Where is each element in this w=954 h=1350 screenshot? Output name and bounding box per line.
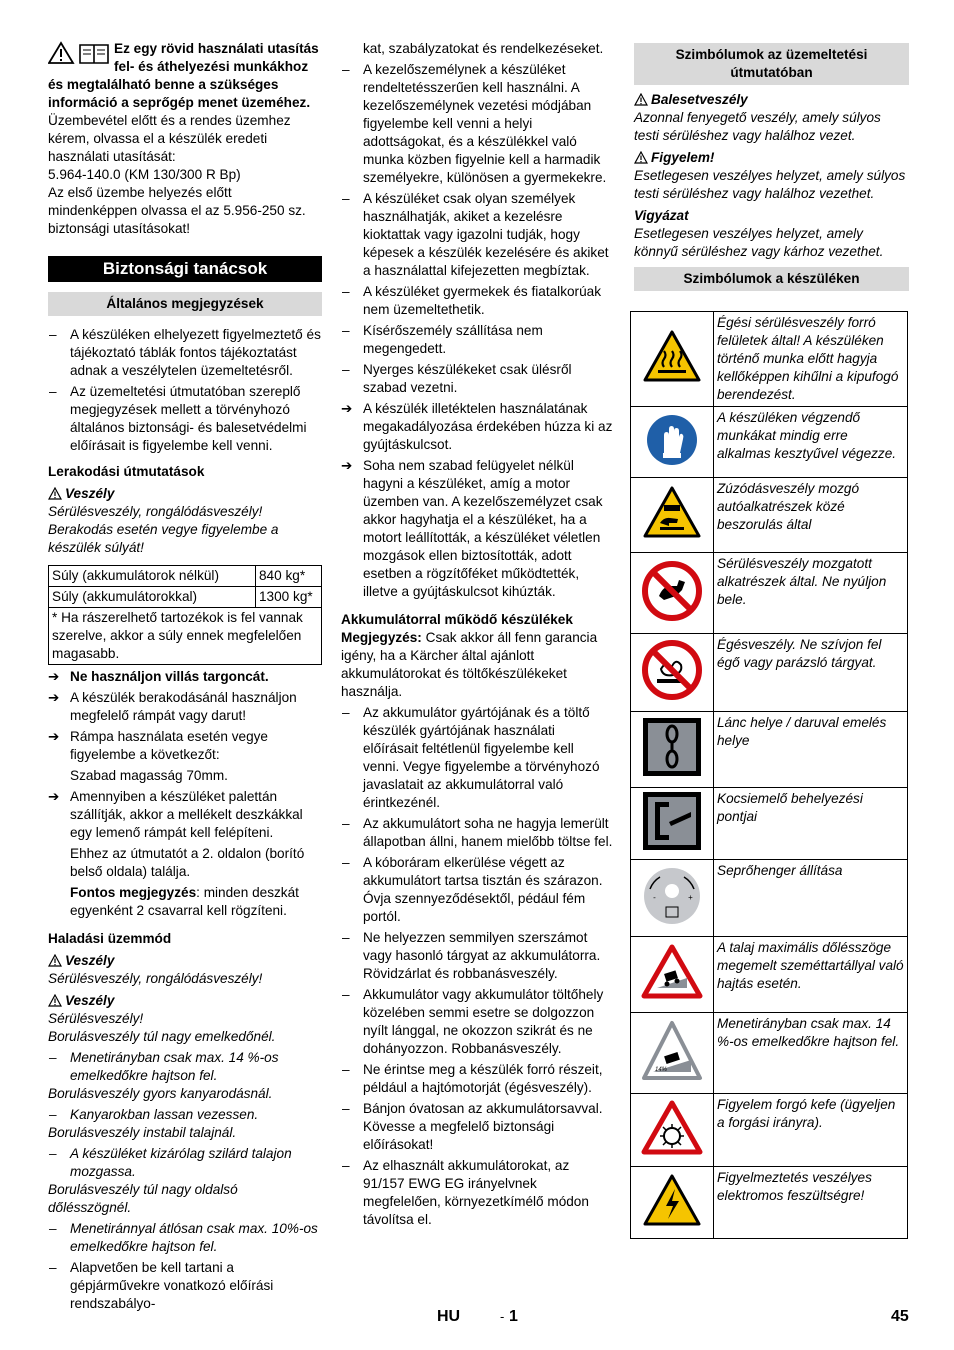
weight-label: Súly (akkumulátorokkal): [49, 587, 256, 608]
table-row: [631, 1094, 908, 1167]
warning-text: Esetlegesen veszélyes helyzet, amely súlyos testi sérüléshez vagy halálhoz vezethet.: [634, 168, 906, 201]
max-slope-14-icon: [631, 1013, 714, 1094]
warning-label: Veszély: [48, 992, 322, 1010]
list-item: – Kísérőszemély szállítása nem megengedett.: [342, 323, 543, 356]
caution-text: Esetlegesen veszélyes helyzet, amely könnyű sérüléshez vagy kárhoz vezethet.: [634, 226, 884, 259]
list-item: – Ne érintse meg a készülék forró részeit, például a hajtómotorját (égésveszély).: [342, 1062, 603, 1095]
ramp-height: Szabad magasság 70mm.: [70, 768, 228, 783]
crush-hazard-icon: [631, 478, 714, 553]
table-row: [631, 478, 908, 553]
list-item: – Az elhasznált akkumulátorokat, az 91/157 EWG EG irányelvnek megfelelően, környezetkímélő módon távolítsa el.: [342, 1158, 589, 1227]
warning-triangle-icon: [634, 151, 648, 164]
svg-text:-: -: [653, 892, 656, 902]
svg-text:14%: 14%: [655, 1066, 668, 1073]
warning-label: Veszély: [48, 952, 322, 970]
drive-warning-text: Sérülésveszély!: [48, 1011, 144, 1026]
list-item: ➔ A készülék illetéktelen használatának megakadályozása érdekében húzza ki az gyújtáskulcsot.: [341, 401, 613, 452]
jack-point-icon: [631, 788, 714, 860]
drive-risk: Borulásveszély túl nagy emelkedőnél.: [48, 1029, 276, 1044]
unload-title: Lerakodási útmutatások: [48, 464, 205, 479]
symbols-table: [630, 311, 908, 1239]
list-item: – A készüléket gyermekek és fiatalkorúak nem üzemeltethetik.: [342, 284, 602, 317]
list-item: – Nyerges készülékeket csak ülésről szabad vezetni.: [342, 362, 572, 395]
list-item: – Az üzemeltetési útmutatóban szereplő megjegyzések mellett a törvényhozó általános biztonsági- és balesetvédelmi előírásait is figyelembe kell venni.: [49, 384, 307, 453]
svg-text:+: +: [688, 892, 693, 902]
hot-surface-icon: [631, 312, 714, 407]
column-2: [341, 40, 613, 1229]
warning-manual-icons: [48, 41, 110, 70]
no-burning-objects-icon: [631, 634, 714, 712]
table-row: [631, 553, 908, 634]
weight-table: [48, 565, 322, 665]
list-item: – Kanyarokban lassan vezessen.: [49, 1107, 259, 1122]
symbol-text: A talaj maximális dőlésszöge megemelt szeméttartállyal való hajtás esetén.: [714, 937, 908, 1013]
footer-num: 1: [509, 1308, 518, 1325]
symbol-text: Égésveszély. Ne szívjon fel égő vagy parázsló tárgyat.: [714, 634, 908, 712]
symbol-text: Zúzódásveszély mozgó autóalkatrészek közé beszorulás által: [714, 478, 908, 553]
list-item: – A készüléken elhelyezett figyelmeztető és tájékoztató táblák fontos tájékoztatást adnak a veszélytelen üzemeltetésről.: [49, 327, 321, 378]
intro-safety-ref: Az első üzembe helyezés előtt mindenképpen olvassa el az 5.956-250 sz. biztonsági utasításokat!: [48, 185, 306, 236]
list-item: ➔ A készülék berakodásánál használjon megfelelő rámpát vagy darut!: [48, 690, 297, 723]
list-item: ➔ Rámpa használata esetén vegye figyelembe a következőt:: [48, 729, 268, 762]
drive-risk: Borulásveszély instabil talajnál.: [48, 1125, 237, 1140]
danger-label: Balesetveszély: [634, 91, 909, 109]
table-row: [631, 788, 908, 860]
table-row: [631, 712, 908, 788]
list-item: – Alapvetően be kell tartani a gépjárművekre vonatkozó előírási rendszabályo-: [49, 1260, 274, 1311]
footer-lang: HU: [437, 1308, 461, 1325]
warning-triangle-icon: [48, 954, 62, 967]
symbol-text: Sérülésveszély mozgatott alkatrészek által. Ne nyúljon bele.: [714, 553, 908, 634]
list-item: – A kezelőszemélynek a készüléket rendeltetésszerűen kell használni. A kezelőszemélynek vezetési módjában figyelembe kell venni a helyi adottságokat, és a készülékkel való munka közben figyelnie kell a harmadik személyekre, különösen a gyermekekre.: [342, 62, 607, 185]
symbol-text: Figyelmeztetés veszélyes elektromos feszültségre!: [714, 1167, 908, 1239]
symbols-title: Szimbólumok az üzemeltetési útmutatóban: [634, 43, 909, 85]
section-title: Biztonsági tanácsok: [48, 256, 322, 282]
warning-label: Veszély: [48, 485, 322, 503]
weight-note: * Ha rászerelhető tartozékok is fel vannak szerelve, akkor a súly ennek megfelelően magasabb.: [49, 608, 322, 665]
warning-triangle-icon: [48, 487, 62, 500]
symbol-text: Égési sérülésveszély forró felületek által! A készüléken történő munka előtt hagyja kellőképpen kihűlni a kipufogó berendezést.: [714, 312, 908, 407]
table-row: [631, 634, 908, 712]
intro-bold-text: Ez egy rövid használati utasítás fel- és áthelyezési munkákhoz és megtalálható benne a szükséges információ a seprőgép menet üzeméhez.: [48, 41, 319, 110]
table-row: [631, 1013, 908, 1094]
list-item: – Bánjon óvatosan az akkumulátorsavval. Kövesse a megfelelő biztonsági előírásokat!: [342, 1101, 603, 1152]
symbol-text: A készüléken végzendő munkákat mindig erre alkalmas kesztyűvel végezze.: [714, 407, 908, 478]
table-row: [49, 608, 322, 665]
list-item: ➔ Ne használjon villás targoncát.: [48, 669, 269, 684]
warning-label: Figyelem!: [634, 149, 909, 167]
list-item: – Akkumulátor vagy akkumulátor töltőhely közelében semmi esetre se dolgozzon nyílt lánggal, ne okozzon szikrát és ne dohányozzon. Robbanásveszély.: [342, 987, 604, 1056]
drive-risk: Borulásveszély gyors kanyarodásnál.: [48, 1086, 273, 1101]
list-item: – Ne helyezzen semmilyen szerszámot vagy hasonló tárgyat az akkumulátorra. Rövidzárlat és robbanásveszély.: [342, 930, 601, 981]
unload-warning-text: Sérülésveszély, rongálódásveszély! Berakodás esetén vegye figyelembe a készülék súlyát!: [48, 504, 279, 555]
battery-note: Megjegyzés: Csak akkor áll fenn garancia igény, ha a Kärcher által ajánlott akkumulátorokat és töltőkészülékeket használja.: [341, 630, 598, 699]
gloves-icon: [631, 407, 714, 478]
list-item: ➔ Soha nem szabad felügyelet nélkül hagyni a készüléket, amíg a motor üzemben van. A kezelőszemélyzet csak akkor hagyhatja el a készüléket, ha a motort leállították, a készüléket véletlen mozgások ellen biztosították, adott esetben a rögzítőféket működtették, illetve a gyújtáskulcsot kihúzták.: [341, 458, 603, 599]
symbol-text: Menetirányban csak max. 14 %-os emelkedőkre hajtson fel.: [714, 1013, 908, 1094]
intro-block: [48, 40, 322, 238]
footer-sep: -: [500, 1309, 505, 1324]
symbol-text: Lánc helye / daruval emelés helye: [714, 712, 908, 788]
list-item: – Az akkumulátort soha ne hagyja lemerült állapotban állni, hanem mielőbb töltse fel.: [342, 816, 613, 849]
device-symbols-title: Szimbólumok a készüléken: [634, 267, 909, 291]
table-row: [631, 860, 908, 937]
list-item: – A kóboráram elkerülése végett az akkumulátort tartsa tisztán és szárazon. Óvja szennyeződésektől, pédául fém portól.: [342, 855, 603, 924]
pallet-ref: Ehhez az útmutatót a 2. oldalon (borító belső oldala) találja.: [70, 846, 305, 879]
intro-text: Üzembevétel előtt és a rendes üzemhez kérem, olvassa el a készülék eredeti használati utasítását:: [48, 113, 291, 164]
continued-text: kat, szabályzatokat és rendelkezéseket.: [363, 41, 604, 56]
table-row: [631, 407, 908, 478]
table-row: [631, 1167, 908, 1239]
symbol-text: Figyelem forgó kefe (ügyeljen a forgási irányra).: [714, 1094, 908, 1167]
table-row: [49, 566, 322, 587]
column-3: [634, 40, 909, 1239]
chain-crane-icon: [631, 712, 714, 788]
list-item: – A készüléket kizárólag szilárd talajon mozgassa.: [49, 1146, 292, 1179]
symbol-text: Kocsiemelő behelyezési pontjai: [714, 788, 908, 860]
warning-triangle-icon: [48, 994, 62, 1007]
page-number: 45: [891, 1308, 909, 1325]
list-item: ➔ Amennyiben a készüléket palettán szállítják, akkor a mellékelt deszkákkal egy lemenő rámpát kell felépíteni.: [48, 789, 303, 840]
list-item: – Menetiránnyal átlósan csak max. 10%-os emelkedőkre hajtson fel.: [49, 1221, 318, 1254]
table-row: [631, 312, 908, 407]
list-item: – A készüléket csak olyan személyek használhatják, akiket a kezelésre kioktattak vagy igazolni tudják, hogy képesek a készülék kezelésére és akiket a használattal kifejezetten megbíztak.: [342, 191, 609, 278]
weight-label: Súly (akkumulátorok nélkül): [49, 566, 256, 587]
weight-value: 840 kg*: [256, 566, 322, 587]
symbol-text: Seprőhenger állítása: [714, 860, 908, 937]
high-voltage-icon: [631, 1167, 714, 1239]
list-item: – Menetirányban csak max. 14 %-os emelkedőkre hajtson fel.: [49, 1050, 279, 1083]
table-row: [631, 937, 908, 1013]
general-title: Általános megjegyzések: [48, 292, 322, 316]
rotating-brush-icon: [631, 1094, 714, 1167]
column-1: [48, 40, 322, 1313]
weight-value: 1300 kg*: [256, 587, 322, 608]
manual-number: 5.964-140.0 (KM 130/300 R Bp): [48, 167, 241, 182]
battery-title: Akkumulátorral működő készülékek: [341, 612, 573, 627]
caution-label: Vigyázat: [634, 208, 689, 223]
max-tilt-icon: [631, 937, 714, 1013]
roller-adjust-icon: [631, 860, 714, 937]
drive-risk: Borulásveszély túl nagy oldalsó dőlésszögnél.: [48, 1182, 238, 1215]
no-reach-in-icon: [631, 553, 714, 634]
important-note: Fontos megjegyzés: minden deszkát egyenként 2 csavarral kell rögzíteni.: [70, 885, 299, 918]
danger-text: Azonnal fenyegető veszély, amely súlyos testi sérüléshez vagy halálhoz vezet.: [634, 110, 881, 143]
warning-triangle-icon: [634, 93, 648, 106]
drive-warning-text: Sérülésveszély, rongálódásveszély!: [48, 971, 263, 986]
drive-title: Haladási üzemmód: [48, 931, 172, 946]
table-row: [49, 587, 322, 608]
list-item: – Az akkumulátor gyártójának és a töltő készülék gyártójának használati előírásait feltétlenül figyelembe kell venni. Vegye figyelembe a törvényhozó javaslatait az akkumulátorral való érintkezénél.: [342, 705, 600, 810]
